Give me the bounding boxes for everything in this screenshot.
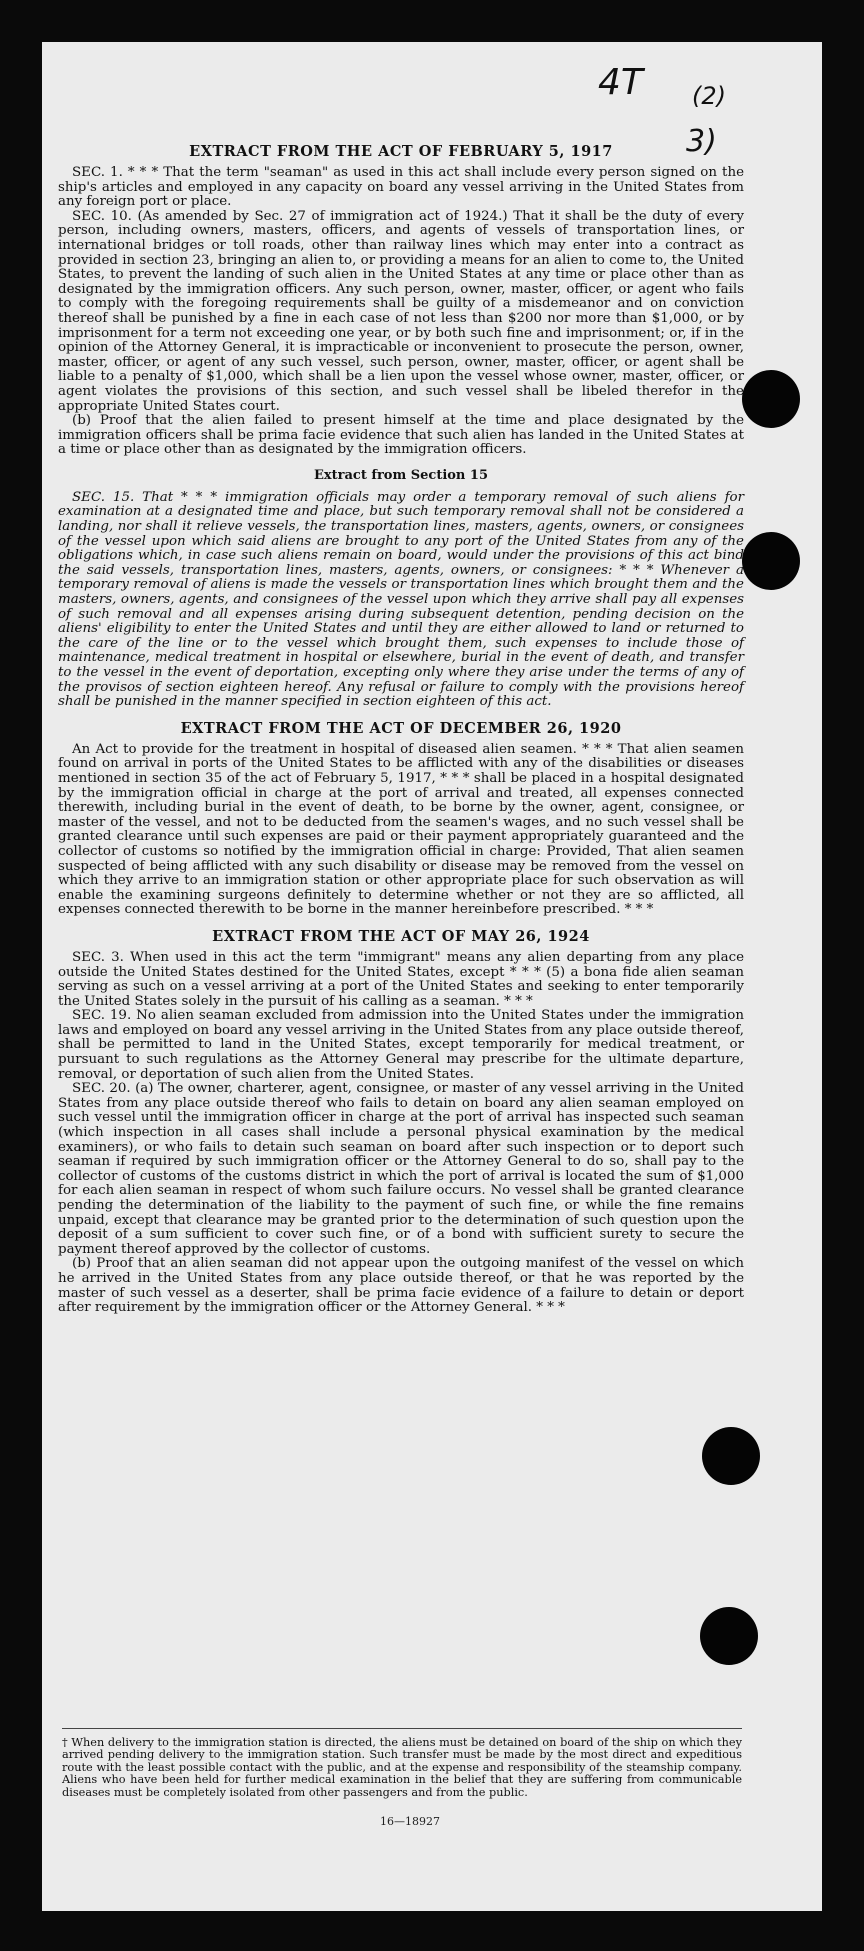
paragraph: An Act to provide for the treatment in hospital of diseased alien seamen. * * * That alien seamen found on arrival in ports of the United States to be afflicted with any of the disabilities or diseases mentioned in section 35 of the act of February 5, 1917, * * * shall be placed in a hospital designated by the immigration official in charge at the port of arrival and treated, all expenses connected therewith, including burial in the event of death, to be borne by the owner, agent, consignee, or master of the vessel, and not to be deducted from the seamen's wages, and no such vessel shall be granted clearance until such expenses are paid or their payment appropriately guaranteed and the collector of customs so notified by the immigration official in charge: Provided, That alien seamen suspected of being afflicted with any such disability or disease may be removed from the vessel on which they arrive to an immigration station or other appropriate place for such observation as will enable the examining surgeons definitely to determine whether or not they are so afflicted, all expenses connected therewith to be borne in the manner hereinbefore prescribed. * * * xyxy=(58,741,744,918)
paragraph: SEC. 3. When used in this act the term "immigrant" means any alien departing from any place outside the United States destined for the United States, except * * * (5) a bona fide alien seaman serving as such on a vessel arriving at a port of the United States and seeking to enter temporarily the United States solely in the pursuit of his calling as a seaman. * * * xyxy=(58,949,744,1009)
heading-1920: EXTRACT FROM THE ACT OF DECEMBER 26, 1920 xyxy=(180,719,622,737)
punch-hole xyxy=(700,1607,758,1665)
punch-hole xyxy=(702,1427,760,1485)
paragraph: (b) Proof that an alien seaman did not appear upon the outgoing manifest of the vessel on which he arrived in the United States from any place outside thereof, or that he was reported by the master of such vessel as a deserter, shall be prima facie evidence of a failure to detain or deport after requirement by the immigration officer or the Attorney General. * * * xyxy=(58,1256,744,1316)
heading-section-15: Extract from Section 15 xyxy=(313,467,489,483)
heading-1917: EXTRACT FROM THE ACT OF FEBRUARY 5, 1917 xyxy=(189,143,613,160)
document-body xyxy=(58,143,744,1316)
handwritten-annotation: 4T xyxy=(598,62,643,103)
paragraph: SEC. 10. (As amended by Sec. 27 of immigration act of 1924.) That it shall be the duty of every person, including owners, masters, officers, and agents of vessels of transportation lines, or international bridges or toll roads, other than railway lines which may enter into a contract as provided in section 23, bringing an alien to, or providing a means for an alien to come to, the United States, to prevent the landing of such alien in the United States at any time or place other than as designated by the immigration officers. Any such person, owner, master, officer, or agent who fails to comply with the foregoing requirements shall be guilty of a misdemeanor and on conviction thereof shall be punished by a fine in each case of not less than $200 nor more than $1,000, or by imprisonment for a term not exceeding one year, or by both such fine and imprisonment; or, if in the opinion of the Attorney General, it is impracticable or inconvenient to prosecute the person, owner, master, officer, or agent of any such vessel, such person, owner, master, officer, or agent shall be liable to a penalty of $1,000, which shall be a lien upon the vessel whose owner, master, officer, or agent violates the provisions of this section, and such vessel shall be libeled therefor in the appropriate United States court. xyxy=(58,208,744,414)
handwritten-annotation-2: (2) xyxy=(692,82,726,110)
paragraph: (b) Proof that the alien failed to present himself at the time and place designated by the immigration officers shall be prima facie evidence that such alien has landed in the United States at a time or place other than as designated by the immigration officers. xyxy=(58,413,744,458)
heading-1924: EXTRACT FROM THE ACT OF MAY 26, 1924 xyxy=(212,927,590,945)
handwritten-annotation-3: 3) xyxy=(686,124,717,159)
punch-hole xyxy=(742,532,800,590)
punch-hole xyxy=(742,370,800,428)
paragraph: SEC. 15. That * * * immigration officials may order a temporary removal of such aliens for examination at a designated time and place, but such temporary removal shall not be considered a landing, nor shall it relieve vessels, the transportation lines, masters, agents, owners, or consignees of the vessel upon which said aliens are brought to any port of the United States from any of the obligations which, in case such aliens remain on board, would under the provisions of this act bind the said vessels, transportation lines, masters, agents, owners, or consignees: * * * Whenever a temporary removal of aliens is made the vessels or transportation lines which brought them and the masters, owners, agents, and consignees of the vessel upon which they arrive shall pay all expenses of such removal and all expenses arising during subsequent detention, pending decision on the aliens' eligibility to enter the United States and until they are either allowed to land or returned to the care of the line or to the vessel which brought them, such expenses to include those of maintenance, medical treatment in hospital or elsewhere, burial in the event of death, and transfer to the vessel in the event of deportation, excepting only where they arise under the terms of any of the provisos of section eighteen hereof. Any refusal or failure to comply with the provisions hereof shall be punished in the manner specified in section eighteen of this act. xyxy=(58,489,744,710)
paragraph: SEC. 19. No alien seaman excluded from admission into the United States under the immigration laws and employed on board any vessel arriving in the United States from any place outside thereof, shall be permitted to land in the United States, except temporarily for medical treatment, or pursuant to such regulations as the Attorney General may prescribe for the ultimate departure, removal, or deportation of such alien from the United States. xyxy=(58,1008,744,1082)
paragraph: SEC. 1. * * * That the term "seaman" as used in this act shall include every person signed on the ship's articles and employed in any capacity on board any vessel arriving in the United States from any foreign port or place. xyxy=(58,165,744,210)
paragraph: SEC. 20. (a) The owner, charterer, agent, consignee, or master of any vessel arriving in the United States from any place outside thereof who fails to detain on board any alien seaman employed on such vessel until the immigration officer in charge at the port of arrival has inspected such seaman (which inspection in all cases shall include a personal physical examination by the medical examiners), or who fails to detain such seaman on board after such inspection or to deport such seaman if required by such immigration officer or the Attorney General to do so, shall pay to the collector of customs of the customs district in which the port of arrival is located the sum of $1,000 for each alien seaman in respect of whom such failure occurs. No vessel shall be granted clearance pending the determination of the liability to the payment of such fine, or while the fine remains unpaid, except that clearance may be granted prior to the determination of such question upon the deposit of a sum sufficient to cover such fine, or of a bond with sufficient surety to secure the payment thereof approved by the collector of customs. xyxy=(58,1081,744,1257)
form-code: 16—18927 xyxy=(380,1815,440,1828)
footnote: † When delivery to the immigration station is directed, the aliens must be detained on board of the ship on which they arrived pending delivery to the immigration station. Such transfer must be made by the most direct and expeditious route with the least possible contact with the public, and at the expense and responsibility of the steamship company. Aliens who have been held for further medical examination in the belief that they are suffering from communicable diseases must be completely isolated from other passengers and from the public. xyxy=(62,1728,742,1799)
